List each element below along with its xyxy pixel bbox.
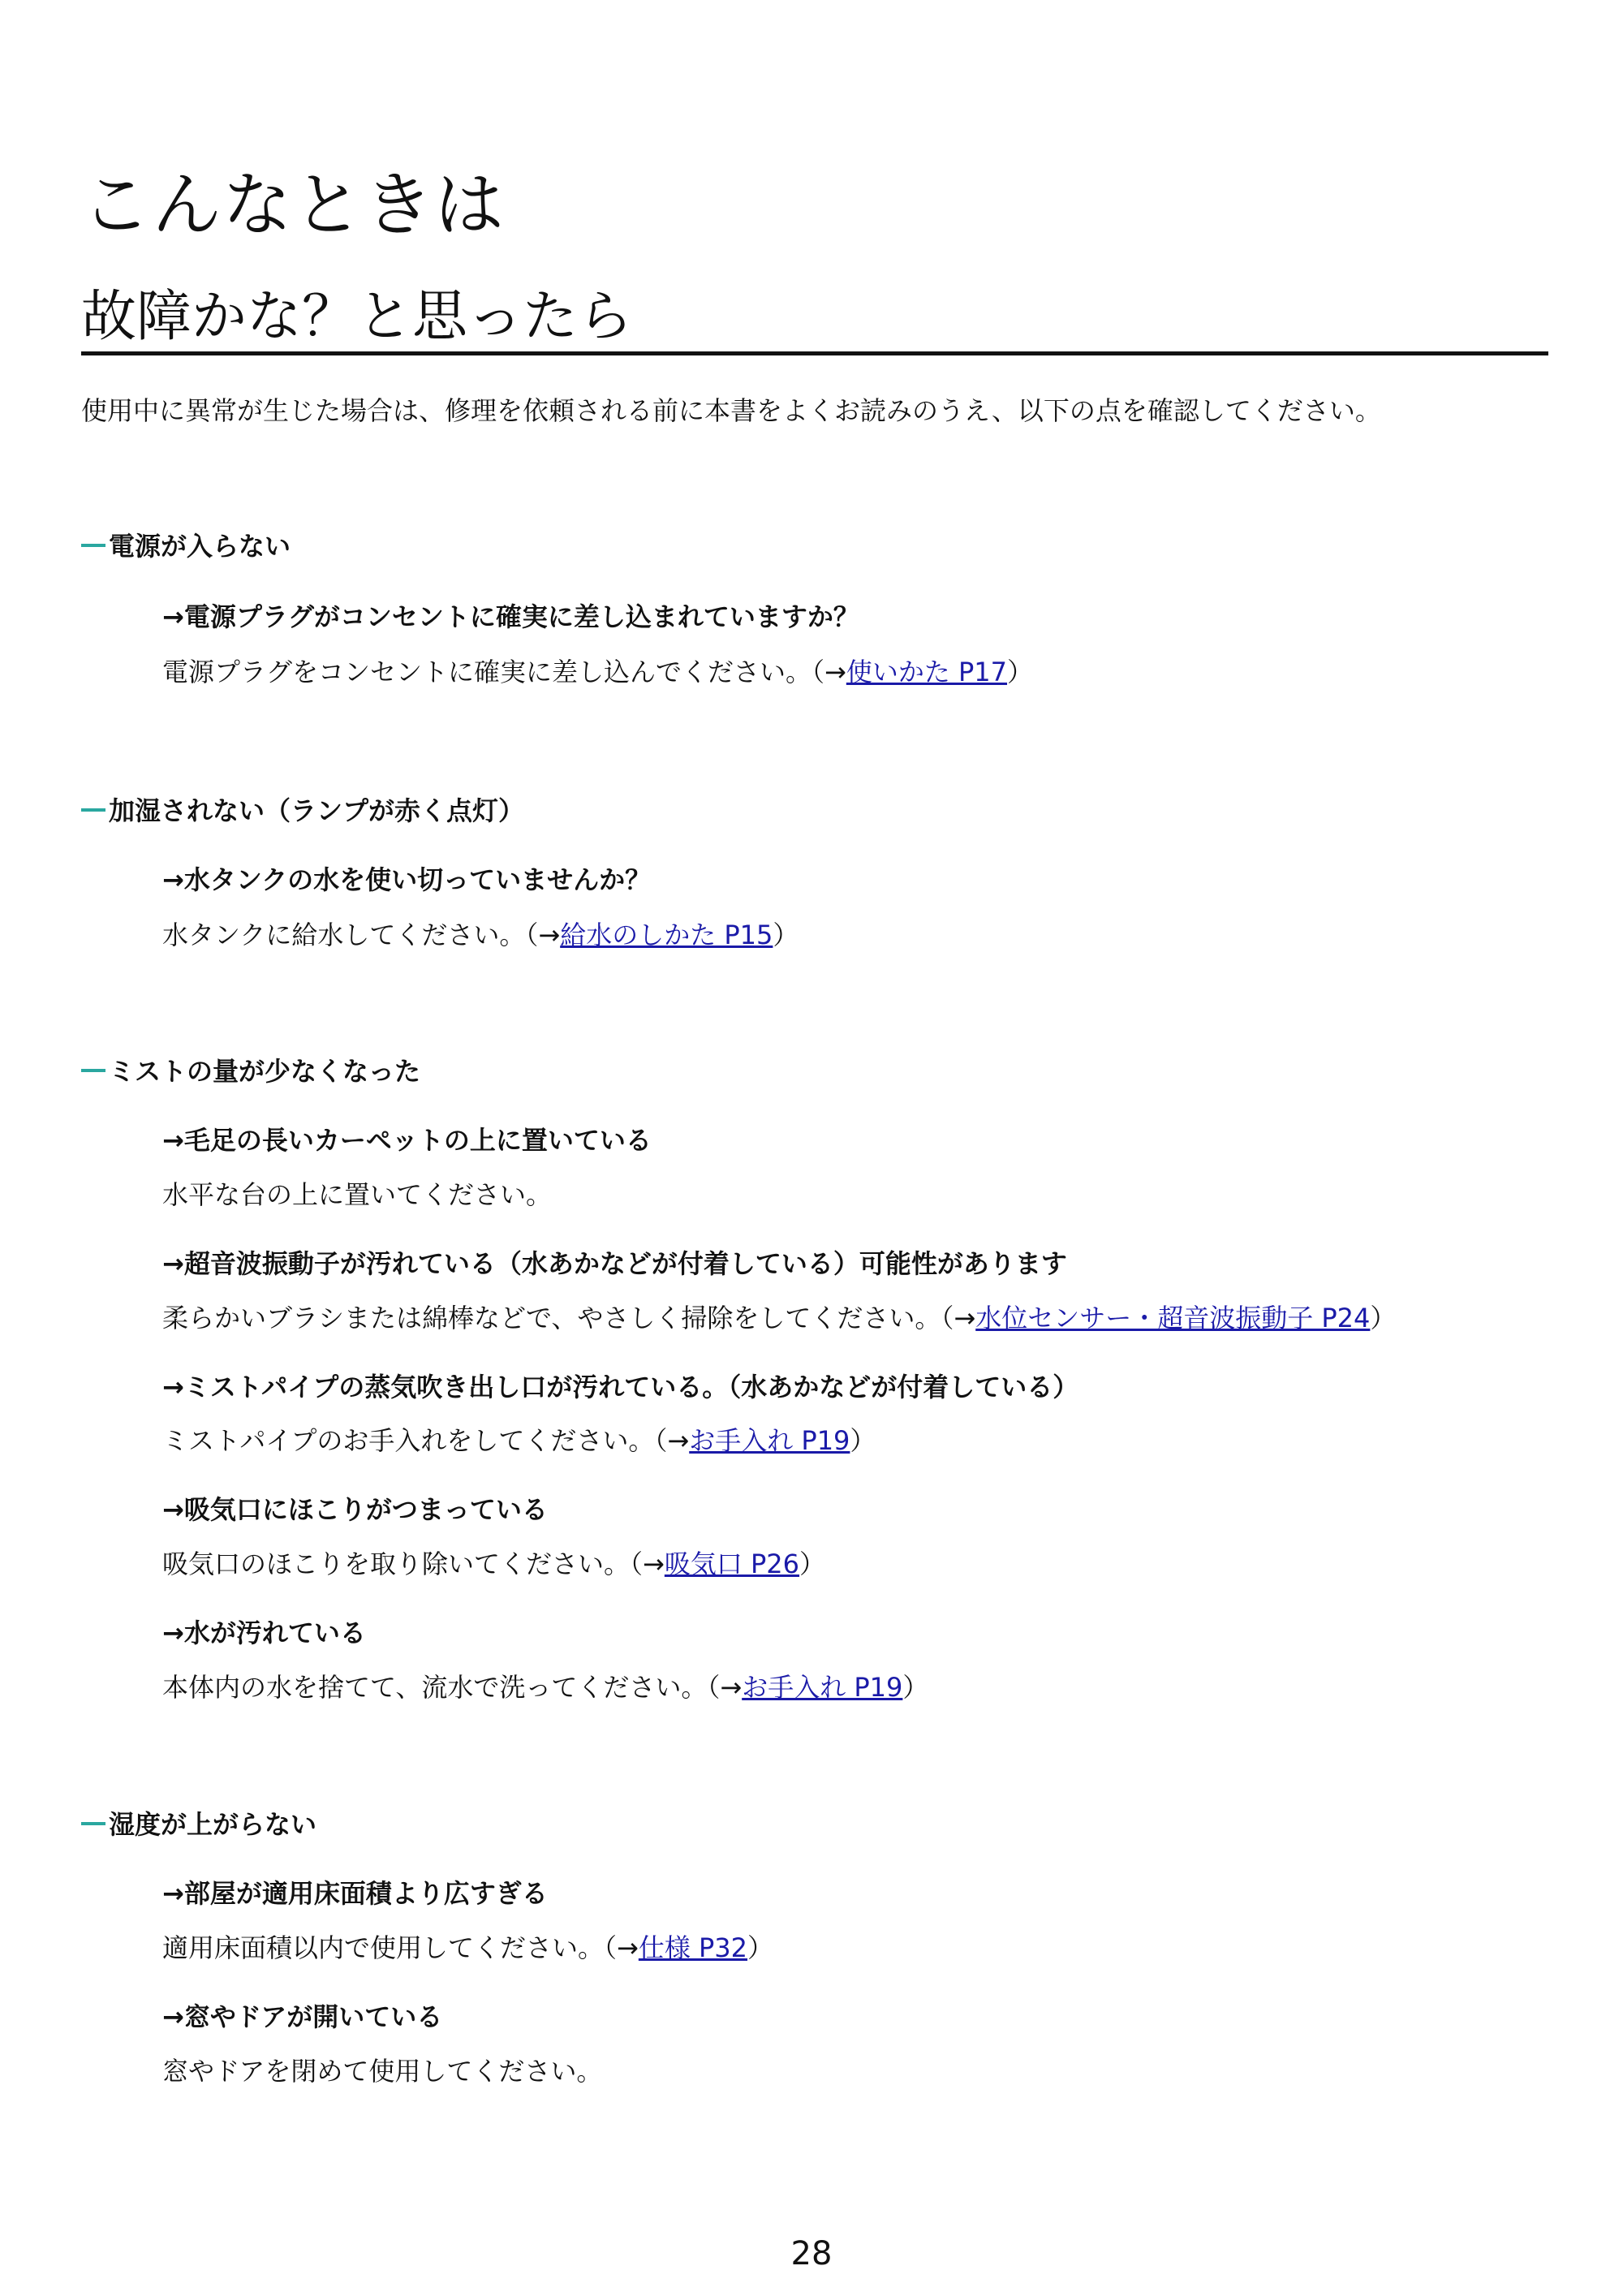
remedy-suffix: ） bbox=[850, 1425, 876, 1456]
remedy-suffix: ） bbox=[747, 1932, 774, 1963]
cause-text: →毛足の長いカーペットの上に置いている bbox=[162, 1125, 652, 1156]
cause-text: →超音波振動子が汚れている（水あかなどが付着している）可能性があります bbox=[162, 1248, 1067, 1279]
cause-text: →窓やドアが開いている bbox=[162, 2001, 443, 2032]
cause-text: →水が汚れている bbox=[162, 1618, 366, 1648]
section-title: 故障かな？と思ったら bbox=[81, 285, 634, 349]
remedy-suffix: ） bbox=[902, 1672, 929, 1703]
page-title: こんなときは bbox=[81, 165, 505, 246]
category-heading bbox=[81, 528, 291, 564]
remedy-body: 水タンクに給水してください。（→ bbox=[162, 920, 561, 950]
category-title: 電源が入らない bbox=[109, 531, 291, 562]
remedy-text bbox=[162, 917, 799, 953]
remedy-body: ミストパイプのお手入れをしてください。（→ bbox=[162, 1425, 690, 1456]
remedy-text bbox=[162, 1300, 1396, 1336]
category-dash-marker bbox=[81, 808, 105, 812]
title-underline bbox=[81, 351, 1548, 355]
remedy-suffix: ） bbox=[1007, 657, 1034, 687]
remedy-suffix: ） bbox=[773, 920, 799, 950]
page-reference-link[interactable]: お手入れ P19 bbox=[689, 1425, 850, 1456]
remedy-text bbox=[162, 1669, 928, 1705]
category-dash-marker bbox=[81, 1822, 105, 1825]
page-reference-link[interactable]: お手入れ P19 bbox=[742, 1672, 903, 1703]
category-title: ミストの量が少なくなった bbox=[109, 1056, 421, 1087]
remedy-body: 適用床面積以内で使用してください。（→ bbox=[162, 1932, 639, 1963]
remedy-body: 柔らかいブラシまたは綿棒などで、やさしく掃除をしてください。（→ bbox=[162, 1303, 976, 1333]
page-reference-link[interactable]: 水位センサー・超音波振動子 P24 bbox=[975, 1303, 1371, 1333]
page-reference-link[interactable]: 給水のしかた P15 bbox=[560, 920, 773, 950]
remedy-body: 吸気口のほこりを取り除いてください。（→ bbox=[162, 1549, 665, 1579]
cause-text: →水タンクの水を使い切っていませんか？ bbox=[162, 864, 652, 895]
intro-text: 使用中に異常が生じた場合は、修理を依頼される前に本書をよくお読みのうえ、以下の点を確認してください。 bbox=[81, 395, 1381, 426]
page-number: 28 bbox=[790, 2235, 833, 2272]
remedy-suffix: ） bbox=[1370, 1303, 1397, 1333]
category-dash-marker bbox=[81, 1069, 105, 1072]
category-heading bbox=[81, 793, 524, 829]
remedy-body: 電源プラグをコンセントに確実に差し込んでください。（→ bbox=[162, 657, 846, 687]
remedy-text bbox=[162, 1177, 552, 1213]
remedy-body: 本体内の水を捨てて、流水で洗ってください。（→ bbox=[162, 1672, 743, 1703]
cause-text: →ミストパイプの蒸気吹き出し口が汚れている。（水あかなどが付着している） bbox=[162, 1372, 1079, 1402]
page-reference-link[interactable]: 吸気口 P26 bbox=[664, 1549, 800, 1579]
page-reference-link[interactable]: 使いかた P17 bbox=[846, 657, 1008, 687]
cause-text: →部屋が適用床面積より広すぎる bbox=[162, 1878, 548, 1909]
cause-text: →電源プラグがコンセントに確実に差し込まれていますか？ bbox=[162, 601, 859, 632]
category-dash-marker bbox=[81, 544, 105, 547]
category-title: 湿度が上がらない bbox=[109, 1809, 317, 1840]
remedy-text bbox=[162, 1546, 825, 1582]
remedy-text bbox=[162, 2053, 602, 2089]
category-heading bbox=[81, 1807, 316, 1842]
category-title: 加湿されない（ランプが赤く点灯） bbox=[109, 795, 525, 826]
remedy-body: 窓やドアを閉めて使用してください。 bbox=[162, 2056, 603, 2087]
cause-text: →吸気口にほこりがつまっている bbox=[162, 1494, 548, 1525]
remedy-text bbox=[162, 1423, 876, 1458]
remedy-suffix: ） bbox=[799, 1549, 826, 1579]
page-reference-link[interactable]: 仕様 P32 bbox=[638, 1932, 748, 1963]
remedy-body: 水平な台の上に置いてください。 bbox=[162, 1179, 553, 1210]
category-heading bbox=[81, 1053, 420, 1089]
remedy-text bbox=[162, 1930, 773, 1966]
remedy-text bbox=[162, 654, 1033, 690]
